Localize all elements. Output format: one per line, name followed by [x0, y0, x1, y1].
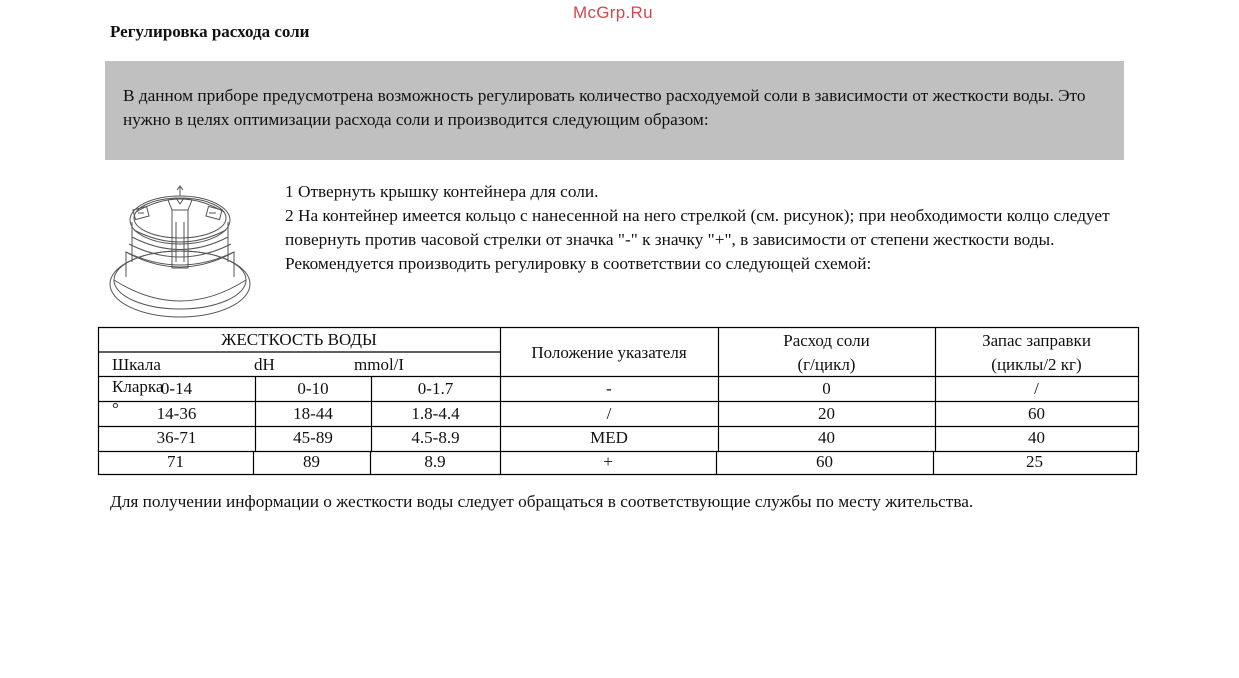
section-title: Регулировка расхода соли	[110, 22, 310, 41]
table-cell: 0-10	[297, 379, 329, 398]
table-cell: 18-44	[293, 404, 333, 423]
table-cell: 89	[303, 452, 320, 471]
footer-note: Для получении информации о жесткости воды следует обращаться в соответствующие службы по месту жительства.	[110, 492, 974, 511]
header-salt-consumption-unit: (г/цикл)	[797, 355, 856, 374]
step-1: 1 Отвернуть крышку контейнера для соли.	[285, 182, 599, 201]
table-cell: /	[1034, 379, 1039, 398]
table-cell: 45-89	[293, 428, 333, 447]
table-cell: +	[603, 452, 613, 471]
group-header: ЖЕСТКОСТЬ ВОДЫ	[221, 330, 377, 349]
table-cell: -	[606, 379, 612, 398]
table-cell: 60	[816, 452, 833, 471]
table-cell: 0	[822, 379, 831, 398]
header-indicator-position: Положение указателя	[531, 343, 687, 362]
table-cell: 4.5-8.9	[411, 428, 460, 447]
table-cell: 60	[1028, 404, 1045, 423]
table-cell: 14-36	[156, 404, 197, 423]
table-cell: /	[606, 404, 612, 423]
table-cell: 0-1.7	[417, 379, 454, 398]
table-cell: 40	[818, 428, 835, 447]
table-cell: 40	[1028, 428, 1045, 447]
info-text: В данном приборе предусмотрена возможность регулировать количество расходуемой соли в зависимости от жесткости воды. Это нужно в целях оптимизации расхода соли и производится следующим образом:	[123, 86, 1086, 129]
table-cell: 8.9	[424, 452, 446, 471]
sub-header-mmol: mmol/I	[354, 355, 405, 374]
table-cell: 36-71	[156, 428, 197, 447]
header-refill-supply-unit: (циклы/2 кг)	[991, 355, 1082, 374]
watermark: McGrp.Ru	[573, 3, 653, 22]
sub-header-dh: dH	[254, 355, 275, 374]
table-cell: 1.8-4.4	[411, 404, 460, 423]
table-cell: 20	[818, 404, 835, 423]
header-refill-supply: Запас заправки	[982, 331, 1091, 350]
salt-container-illustration	[104, 182, 256, 322]
step-2: 2 На контейнер имеется кольцо с нанесенной на него стрелкой (см. рисунок); при необходимости колцо следует повернуть против часовой стрелки от значка "-" к значку "+", в зависимости от степени жесткости воды. Рекомендуется производить регулировку в соответствии со следующей схемой:	[285, 206, 1110, 273]
header-salt-consumption: Расход соли	[783, 331, 870, 350]
table-cell: 25	[1026, 452, 1043, 471]
table-cell: 71	[167, 452, 184, 471]
table-cell: MED	[590, 428, 628, 447]
table-cell: 0-14	[160, 379, 193, 398]
sub-header-clark: Шкала Кларка °	[112, 355, 164, 418]
instruction-steps	[285, 180, 1125, 276]
info-box	[105, 61, 1124, 160]
